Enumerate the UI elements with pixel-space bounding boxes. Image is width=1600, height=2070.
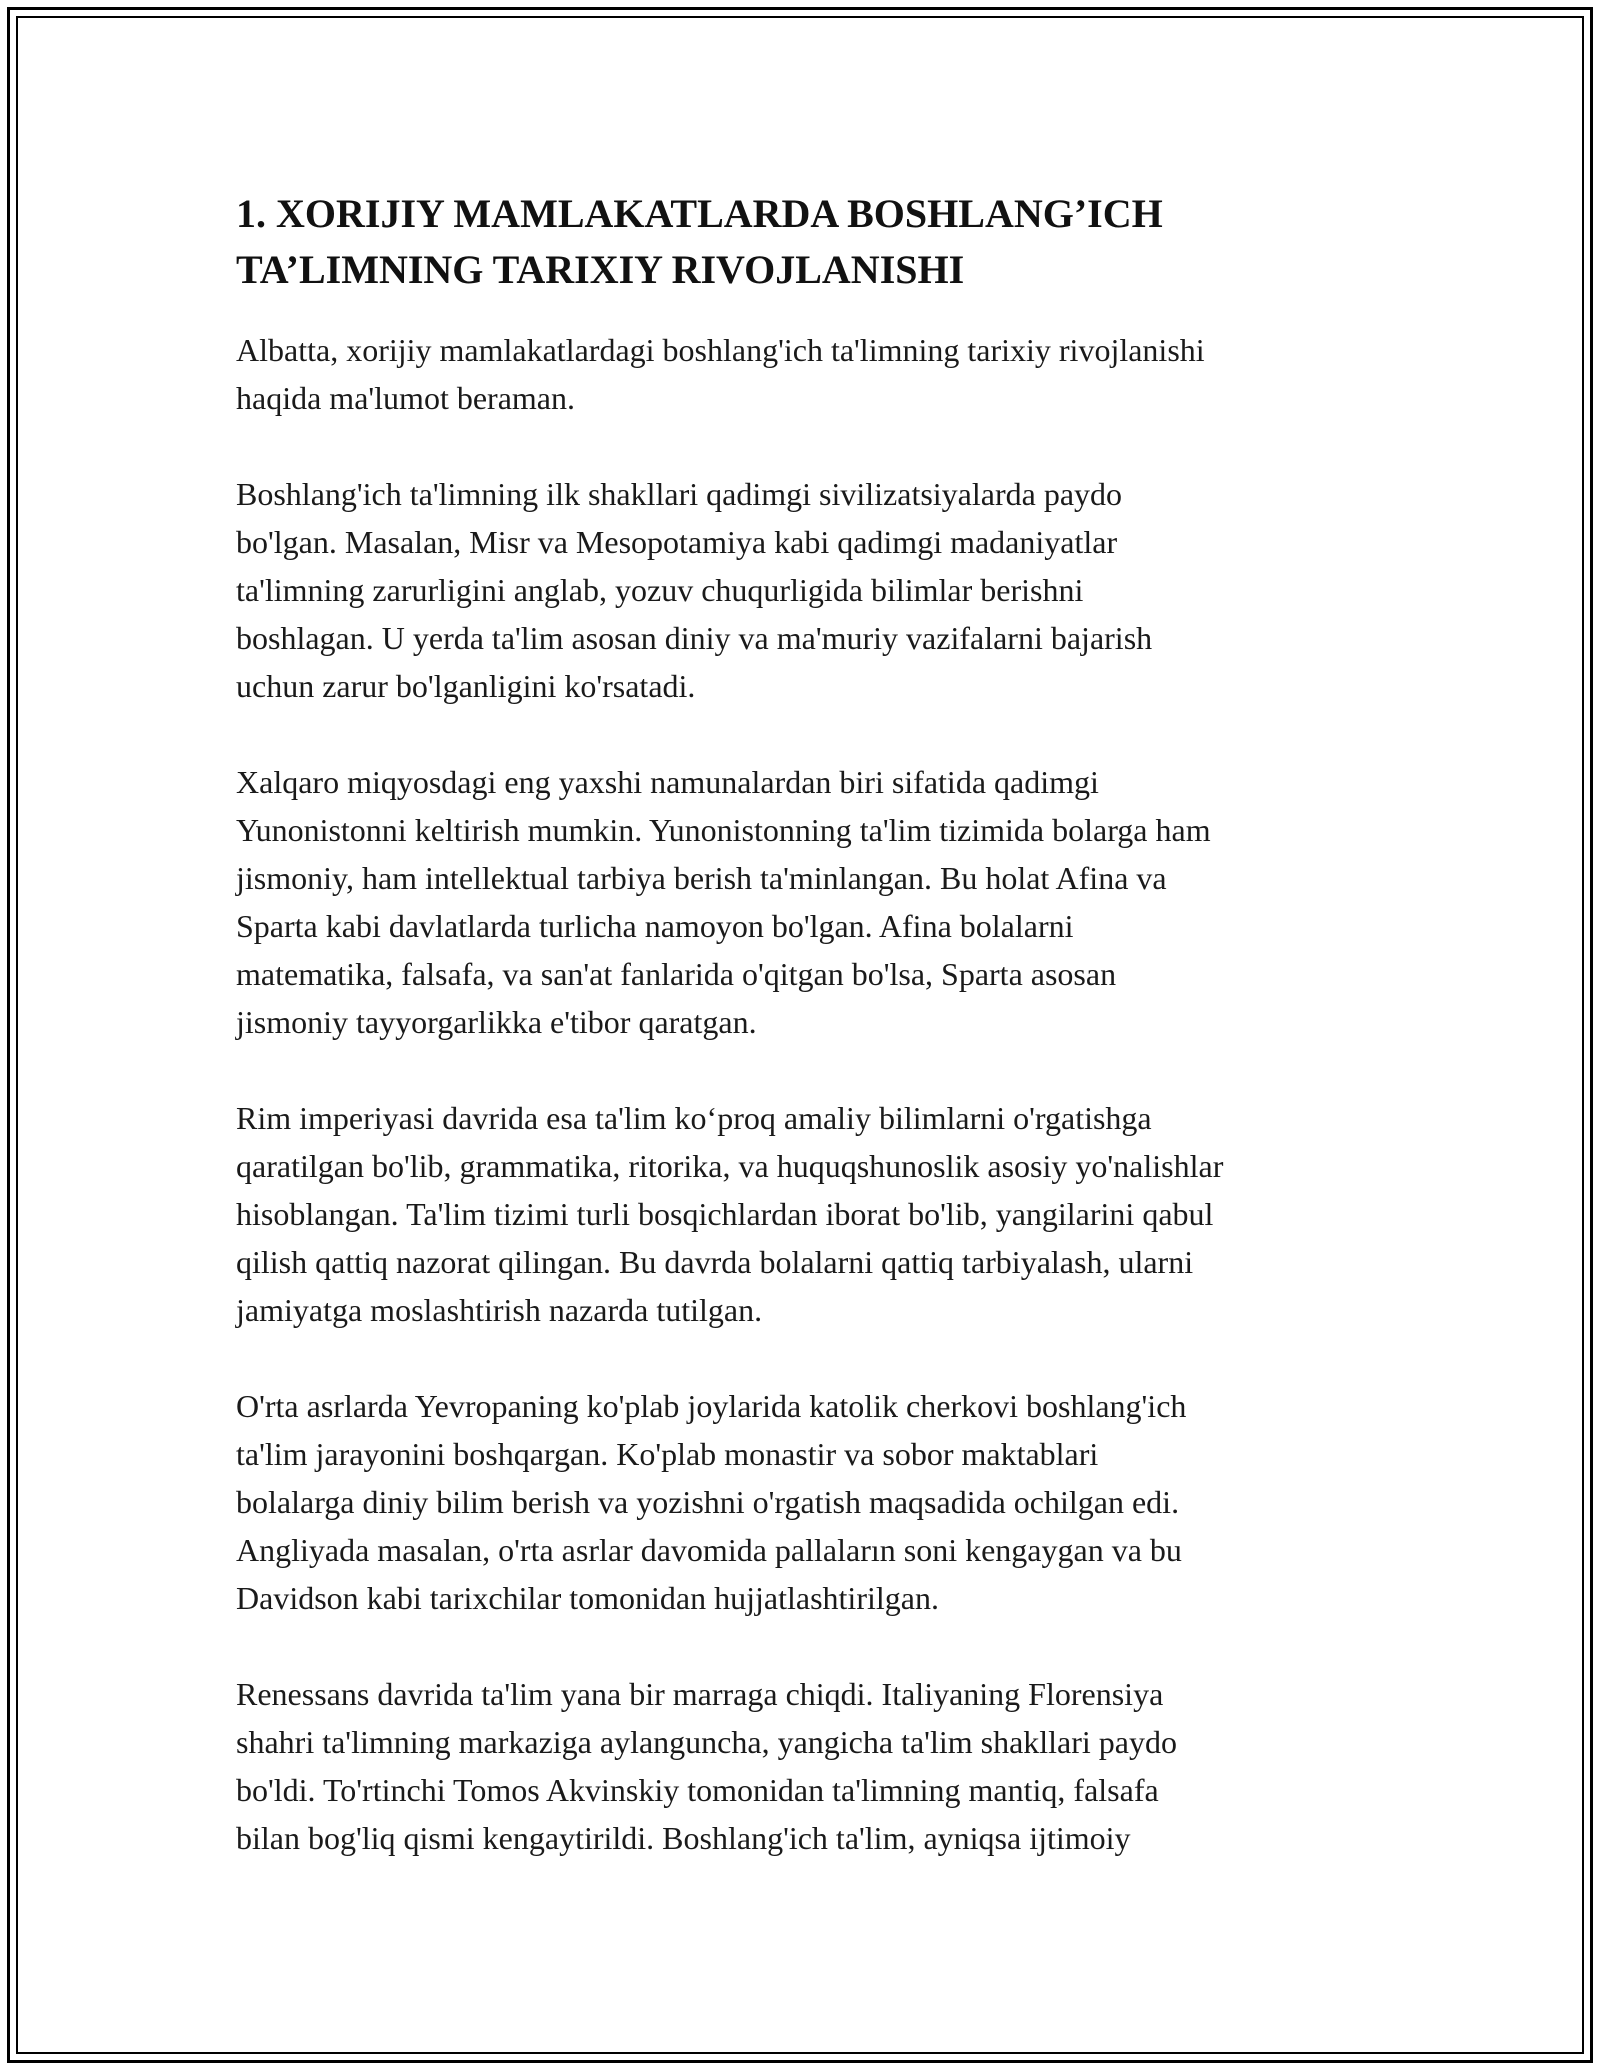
paragraph-middle-ages [236, 1382, 1376, 1622]
text-line: Sparta kabi davlatlarda turlicha namoyon bo'lgan. Afina bolalarni [236, 908, 1074, 944]
text-line: bilan bog'liq qismi kengaytirildi. Boshlang'ich ta'lim, ayniqsa ijtimoiy [236, 1820, 1131, 1856]
text-line: Xalqaro miqyosdagi eng yaxshi namunalardan biri sifatida qadimgi [236, 764, 1099, 800]
text-line: ta'lim jarayonini boshqargan. Ko'plab monastir va sobor maktablari [236, 1436, 1099, 1472]
paragraph-ancient-greece [236, 758, 1376, 1046]
text-line: bo'ldi. To'rtinchi Tomos Akvinskiy tomonidan ta'limning mantiq, falsafa [236, 1772, 1159, 1808]
text-line: haqida ma'lumot beraman. [236, 380, 575, 416]
title-line: 1. XORIJIY MAMLAKATLARDA BOSHLANG’ICH [236, 191, 1163, 236]
text-line: Boshlang'ich ta'limning ilk shakllari qadimgi sivilizatsiyalarda paydo [236, 476, 1123, 512]
text-line: Albatta, xorijiy mamlakatlardagi boshlang'ich ta'limning tarixiy rivojlanishi [236, 332, 1205, 368]
text-line: Angliyada masalan, o'rta asrlar davomida pallaların soni kengaygan va bu [236, 1532, 1182, 1568]
text-line: jismoniy, ham intellektual tarbiya berish ta'minlangan. Bu holat Afina va [236, 860, 1167, 896]
title-line: TA’LIMNING TARIXIY RIVOJLANISHI [236, 247, 965, 292]
text-line: Rim imperiyasi davrida esa ta'lim ko‘proq amaliy bilimlarni o'rgatishga [236, 1100, 1152, 1136]
paragraph-renaissance [236, 1670, 1376, 1862]
text-line: matematika, falsafa, va san'at fanlarida o'qitgan bo'lsa, Sparta asosan [236, 956, 1117, 992]
paragraph-roman-empire [236, 1094, 1376, 1334]
text-line: jamiyatga moslashtirish nazarda tutilgan. [236, 1292, 763, 1328]
text-line: ta'limning zarurligini anglab, yozuv chuqurligida bilimlar berishni [236, 572, 1084, 608]
document-body [236, 186, 1376, 1910]
text-line: boshlagan. U yerda ta'lim asosan diniy va ma'muriy vazifalarni bajarish [236, 620, 1153, 656]
text-line: bolalarga diniy bilim berish va yozishni o'rgatish maqsadida ochilgan edi. [236, 1484, 1180, 1520]
text-line: qaratilgan bo'lib, grammatika, ritorika, va huquqshunoslik asosiy yo'nalishlar [236, 1148, 1224, 1184]
text-line: Yunonistonni keltirish mumkin. Yunonistonning ta'lim tizimida bolarga ham [236, 812, 1211, 848]
text-line: Renessans davrida ta'lim yana bir marraga chiqdi. Italiyaning Florensiya [236, 1676, 1164, 1712]
document-title [236, 186, 1376, 298]
text-line: uchun zarur bo'lganligini ko'rsatadi. [236, 668, 696, 704]
text-line: bo'lgan. Masalan, Misr va Mesopotamiya kabi qadimgi madaniyatlar [236, 524, 1118, 560]
text-line: Davidson kabi tarixchilar tomonidan hujjatlashtirilgan. [236, 1580, 939, 1616]
paragraph-intro [236, 326, 1376, 422]
text-line: qilish qattiq nazorat qilingan. Bu davrda bolalarni qattiq tarbiyalash, ularni [236, 1244, 1194, 1280]
text-line: jismoniy tayyorgarlikka e'tibor qaratgan. [236, 1004, 757, 1040]
paragraph-ancient-civilizations [236, 470, 1376, 710]
text-line: shahri ta'limning markaziga aylanguncha, yangicha ta'lim shakllari paydo [236, 1724, 1177, 1760]
text-line: hisoblangan. Ta'lim tizimi turli bosqichlardan iborat bo'lib, yangilarini qabul [236, 1196, 1214, 1232]
text-line: O'rta asrlarda Yevropaning ko'plab joylarida katolik cherkovi boshlang'ich [236, 1388, 1187, 1424]
